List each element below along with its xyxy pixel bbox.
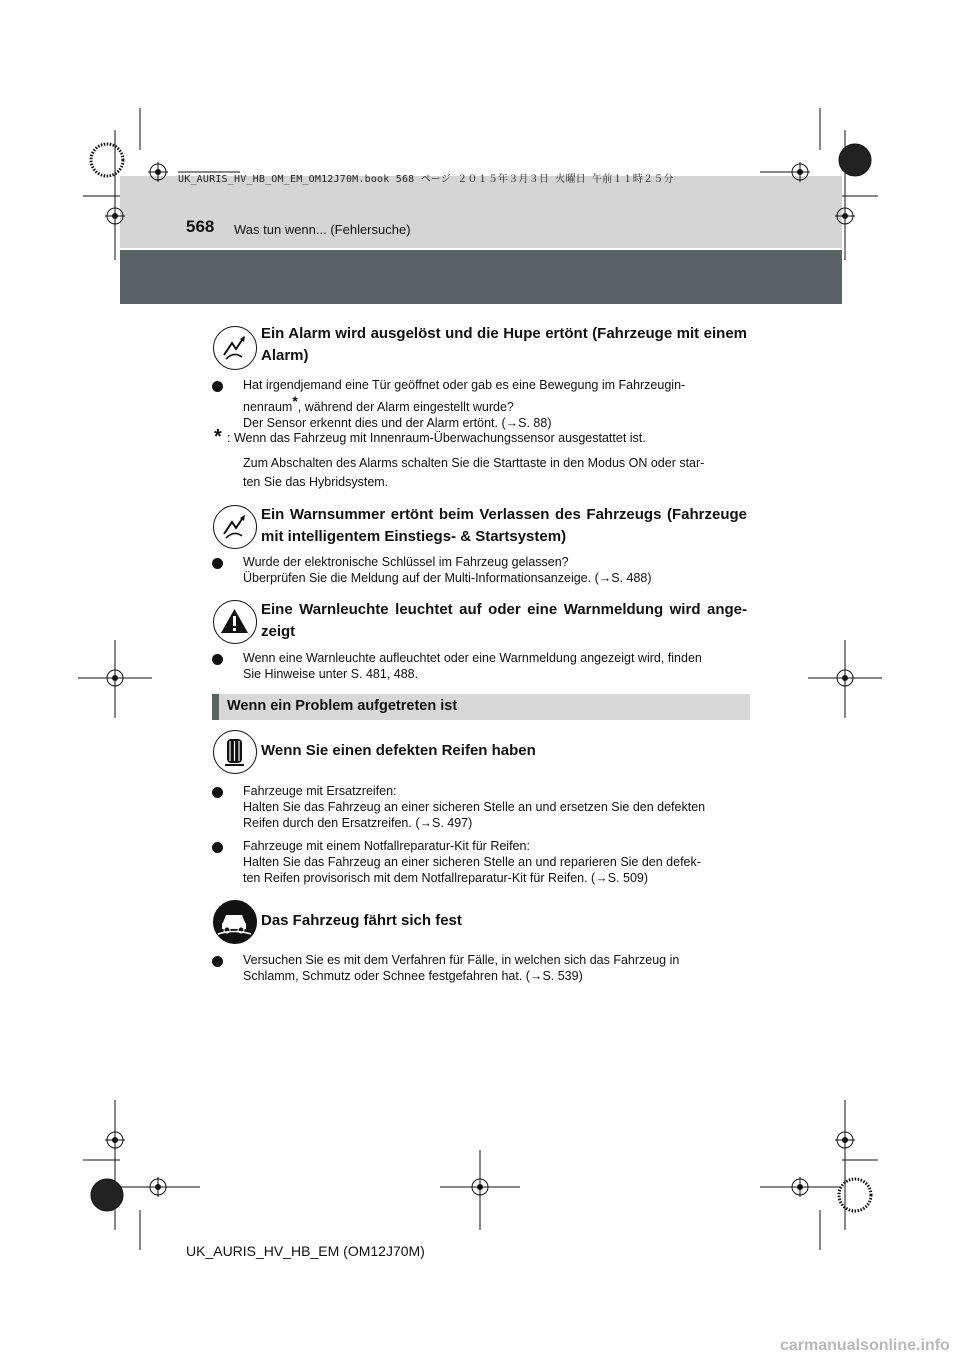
page-number: 568 <box>186 217 215 236</box>
bullet-text <box>243 838 746 886</box>
section-heading-alarm: Ein Alarm wird ausgelöst und die Hupe ertönt (Fahrzeuge mit einem Alarm) <box>261 325 747 364</box>
footer-model-code: UK_AURIS_HV_HB_EM (OM12J70M) <box>186 1243 425 1259</box>
bullet-line: Versuchen Sie es mit dem Verfahren für Fälle, in welchen sich das Fahrzeug in <box>243 953 680 967</box>
bullet-dot <box>212 787 223 798</box>
bullet-dot <box>212 842 223 853</box>
problem-section-title: Wenn ein Problem aufgetreten ist <box>227 698 458 714</box>
bullet-line: Sie Hinweise unter S. 481, 488. <box>243 667 419 681</box>
section-title: Was tun wenn... (Fehlersuche) <box>234 222 411 237</box>
warning-hand-icon <box>213 326 257 370</box>
tire-icon <box>213 730 257 774</box>
bullet-text <box>243 554 746 586</box>
bullet-text <box>243 952 746 984</box>
bullet-dot <box>212 654 223 665</box>
exclamation-triangle-icon <box>213 600 257 644</box>
footnote-asterisk: * <box>292 393 298 409</box>
header-dark-band <box>120 250 842 304</box>
bullet-dot <box>212 558 223 569</box>
bullet-line: Halten Sie das Fahrzeug an einer sicheren Stelle an und reparieren Sie den defek- <box>243 855 701 869</box>
print-header: UK_AURIS_HV_HB_OM_EM_OM12J70M.book 568 ページ ２０１５年３月３日 火曜日 午前１１時２５分 <box>178 174 674 185</box>
bullet-text <box>243 783 746 831</box>
bullet-line: Wurde der elektronische Schlüssel im Fahrzeug gelassen? <box>243 555 569 569</box>
section-heading-tire: Wenn Sie einen defekten Reifen haben <box>261 742 536 759</box>
watermark: carmanualsonline.info <box>780 1337 950 1354</box>
bullet-line: Halten Sie das Fahrzeug an einer sicheren Stelle an und ersetzen Sie den defekten <box>243 800 706 814</box>
bullet-line: Überprüfen Sie die Meldung auf der Multi-Informationsanzeige. (→S. 488) <box>243 571 652 585</box>
bullet-line: Schlamm, Schmutz oder Schnee festgefahren hat. (→S. 539) <box>243 969 583 983</box>
bullet-line: Hat irgendjemand eine Tür geöffnet oder gab es eine Bewegung im Fahrzeugin- <box>243 378 686 392</box>
section-heading-stuck: Das Fahrzeug fährt sich fest <box>261 912 462 929</box>
bullet-line: ten Reifen provisorisch mit dem Notfallreparatur-Kit für Reifen. (→S. 509) <box>243 871 649 885</box>
problem-section-header <box>212 694 750 720</box>
bullet-dot <box>212 381 223 392</box>
bullet-text <box>243 650 746 682</box>
bullet-line: Fahrzeuge mit Ersatzreifen: <box>243 784 397 798</box>
bullet-text <box>243 377 746 431</box>
bullet-line: Wenn eine Warnleuchte aufleuchtet oder eine Warnmeldung angezeigt wird, finden <box>243 651 702 665</box>
bullet-line: nenraum*, während der Alarm eingestellt wurde? <box>243 393 514 415</box>
note-line: Zum Abschalten des Alarms schalten Sie die Starttaste in den Modus ON oder star- <box>243 456 705 470</box>
note-line: ten Sie das Hybridsystem. <box>243 475 389 489</box>
section-heading-warnleuchte: Eine Warnleuchte leuchtet auf oder eine Warnmeldung wird ange-zeigt <box>261 601 747 640</box>
warning-hand-icon <box>213 505 257 549</box>
bullet-line: Der Sensor erkennt dies und der Alarm ertönt. (→S. 88) <box>243 416 552 431</box>
footnote-asterisk: * <box>214 426 222 448</box>
footnote-text: : Wenn das Fahrzeug mit Innenraum-Überwachungssensor ausgestattet ist. <box>227 431 646 445</box>
bullet-dot <box>212 956 223 967</box>
header-bar <box>120 176 842 248</box>
section-heading-warnsummer: Ein Warnsummer ertönt beim Verlassen des Fahrzeugs (Fahrzeuge mit intelligentem Einstiegs- & Startsystem) <box>261 506 747 545</box>
bullet-line: Reifen durch den Ersatzreifen. (→S. 497) <box>243 816 473 830</box>
stuck-car-icon <box>213 900 257 944</box>
bullet-line: Fahrzeuge mit einem Notfallreparatur-Kit für Reifen: <box>243 839 530 853</box>
